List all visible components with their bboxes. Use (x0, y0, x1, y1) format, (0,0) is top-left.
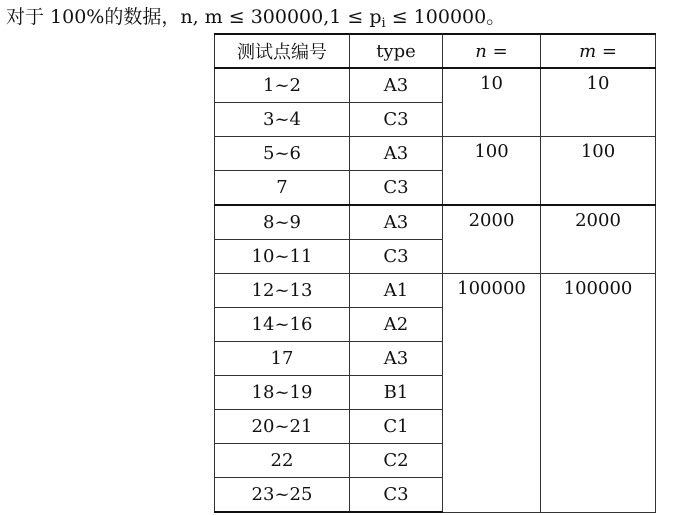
type-cell: C3 (350, 240, 443, 274)
subtask-table (214, 33, 656, 513)
table-header-row (215, 34, 656, 68)
testcase-id-cell: 1~2 (215, 68, 350, 103)
header-n: n = (443, 34, 541, 68)
n-cell: 100000 (443, 274, 541, 513)
n-cell: 100 (443, 137, 541, 206)
table-row (215, 68, 656, 103)
m-cell: 100000 (541, 274, 656, 513)
testcase-id-cell: 7 (215, 171, 350, 206)
type-cell: C3 (350, 103, 443, 137)
testcase-id-cell: 18~19 (215, 376, 350, 410)
testcase-id-cell: 20~21 (215, 410, 350, 444)
type-cell: A3 (350, 342, 443, 376)
type-cell: A3 (350, 68, 443, 103)
m-cell: 2000 (541, 205, 656, 274)
n-cell: 2000 (443, 205, 541, 274)
testcase-id-cell: 14~16 (215, 308, 350, 342)
m-cell: 10 (541, 68, 656, 137)
type-cell: A2 (350, 308, 443, 342)
statement-tail: ≤ 100000。 (385, 6, 506, 28)
header-m: m = (541, 34, 656, 68)
testcase-id-cell: 8~9 (215, 205, 350, 240)
type-cell: C2 (350, 444, 443, 478)
type-cell: A3 (350, 137, 443, 171)
table-row (215, 137, 656, 171)
header-type: type (350, 34, 443, 68)
type-cell: C3 (350, 171, 443, 206)
testcase-id-cell: 12~13 (215, 274, 350, 308)
testcase-id-cell: 10~11 (215, 240, 350, 274)
statement-subscript: i (381, 16, 386, 31)
testcase-id-cell: 22 (215, 444, 350, 478)
type-cell: A3 (350, 205, 443, 240)
statement-prefix: 对于 100%的数据， (6, 6, 181, 28)
type-cell: B1 (350, 376, 443, 410)
n-cell: 10 (443, 68, 541, 137)
type-cell: A1 (350, 274, 443, 308)
m-cell: 100 (541, 137, 656, 206)
table-row (215, 274, 656, 308)
testcase-id-cell: 3~4 (215, 103, 350, 137)
type-cell: C3 (350, 478, 443, 513)
header-testcase-id: 测试点编号 (215, 34, 350, 68)
testcase-id-cell: 17 (215, 342, 350, 376)
testcase-id-cell: 23~25 (215, 478, 350, 513)
statement-constraint: n, m ≤ 300000,1 ≤ p (180, 6, 382, 28)
table-row (215, 205, 656, 240)
testcase-id-cell: 5~6 (215, 137, 350, 171)
type-cell: C1 (350, 410, 443, 444)
